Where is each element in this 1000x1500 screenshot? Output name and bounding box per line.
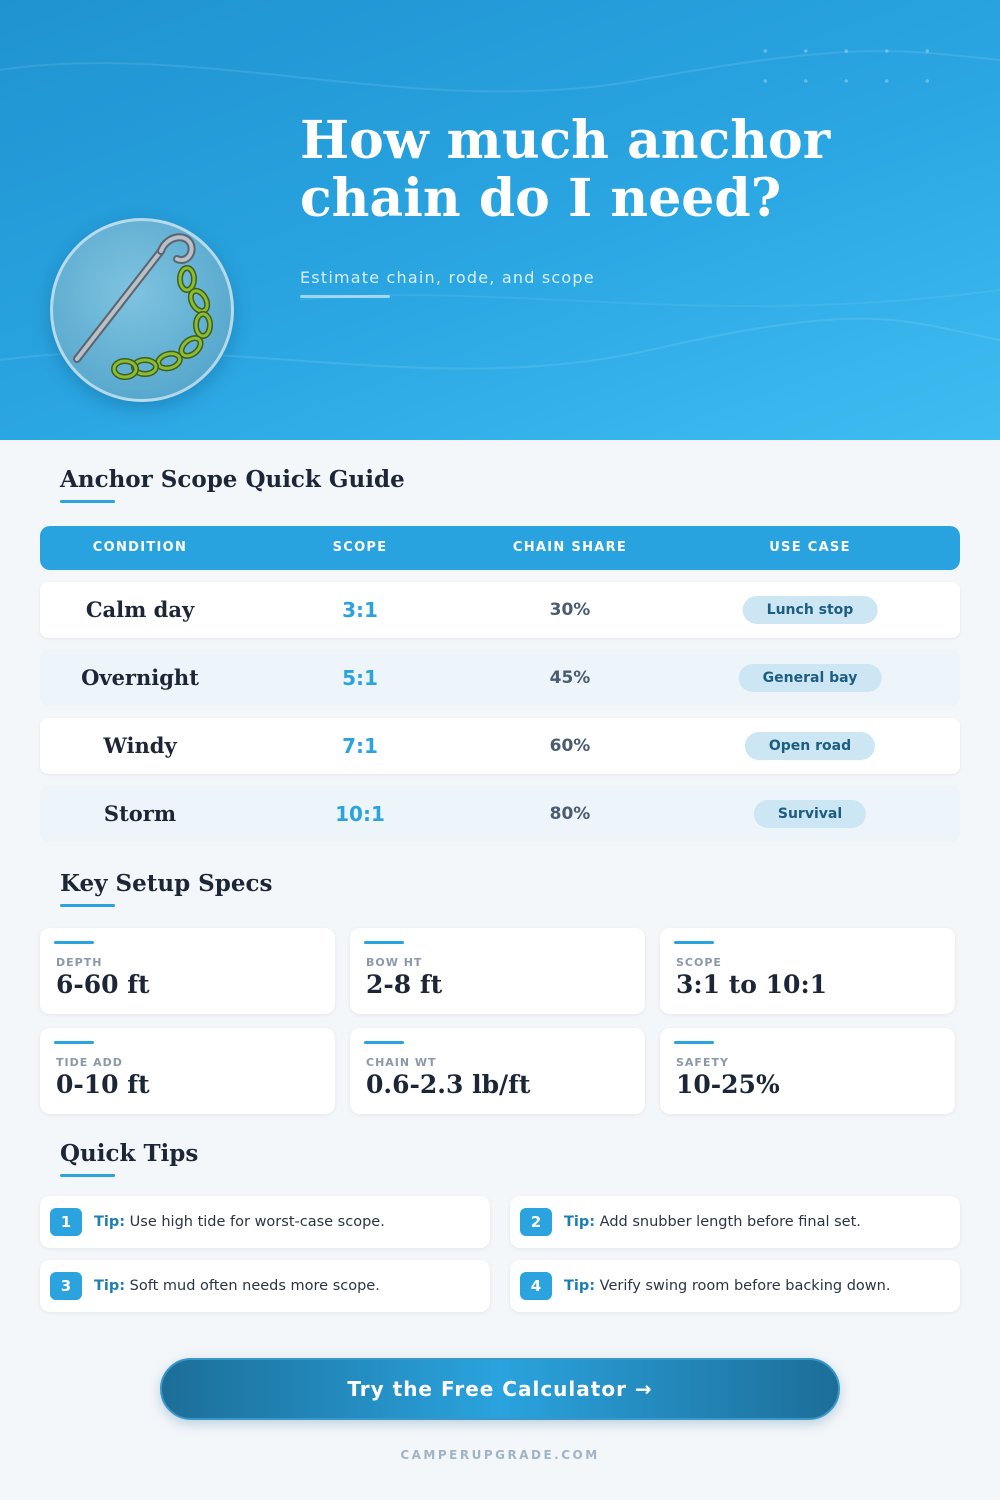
table-row: [40, 650, 960, 706]
page-title: How much anchor chain do I need?: [300, 110, 831, 229]
cell-chain-share: 80%: [549, 804, 591, 824]
tip-body: Soft mud often needs more scope.: [129, 1278, 380, 1294]
tip-text: [94, 1260, 380, 1312]
tip-body: Add snubber length before final set.: [599, 1214, 861, 1230]
cell-scope: 5:1: [342, 666, 378, 690]
tip-prefix: Tip:: [94, 1278, 126, 1294]
tip-number: 2: [520, 1208, 552, 1236]
tip-number: 1: [50, 1208, 82, 1236]
use-case-badge: Survival: [754, 800, 866, 828]
cell-condition: Windy: [103, 733, 177, 758]
guide-title-underline: [60, 500, 115, 503]
column-header-use-case: USE CASE: [769, 540, 851, 555]
spec-card-bow-height: [350, 928, 645, 1014]
spec-card-chain-weight: [350, 1028, 645, 1114]
cell-chain-share: 30%: [549, 600, 591, 620]
cell-condition: Storm: [103, 801, 177, 826]
guide-title: Anchor Scope Quick Guide: [60, 466, 405, 493]
card-accent-bar: [674, 1041, 714, 1044]
specs-title-underline: [60, 904, 115, 907]
spec-label: DEPTH: [56, 956, 103, 969]
spec-label: SCOPE: [676, 956, 722, 969]
spec-value: 0-10 ft: [56, 1070, 150, 1099]
column-header-scope: SCOPE: [332, 540, 388, 555]
tips-title: Quick Tips: [60, 1140, 199, 1167]
cell-chain-share: 60%: [549, 736, 591, 756]
dot-grid-decoration: [745, 36, 960, 106]
spec-card-depth: [40, 928, 335, 1014]
spec-value: 3:1 to 10:1: [676, 970, 828, 999]
card-accent-bar: [674, 941, 714, 944]
cell-condition: Calm day: [85, 597, 195, 622]
cell-chain-share: 45%: [549, 668, 591, 688]
cell-condition: Overnight: [81, 665, 199, 690]
tip-text: [564, 1196, 861, 1248]
tip-prefix: Tip:: [564, 1214, 596, 1230]
hero-banner: [0, 0, 1000, 440]
use-case-badge: Lunch stop: [743, 596, 878, 624]
spec-value: 2-8 ft: [366, 970, 443, 999]
tip-prefix: Tip:: [564, 1278, 596, 1294]
spec-label: CHAIN WT: [366, 1056, 437, 1069]
spec-label: BOW HT: [366, 956, 423, 969]
table-row: [40, 718, 960, 774]
table-row: [40, 582, 960, 638]
tip-text: [94, 1196, 385, 1248]
spec-card-safety: [660, 1028, 955, 1114]
column-header-chain-share: CHAIN SHARE: [512, 540, 628, 555]
tip-body: Use high tide for worst-case scope.: [129, 1214, 385, 1230]
tip-prefix: Tip:: [94, 1214, 126, 1230]
card-accent-bar: [54, 941, 94, 944]
tip-text: [564, 1260, 890, 1312]
tips-title-underline: [60, 1174, 115, 1177]
card-accent-bar: [54, 1041, 94, 1044]
use-case-badge: Open road: [745, 732, 875, 760]
tip-body: Verify swing room before backing down.: [599, 1278, 891, 1294]
footer-domain: CAMPERUPGRADE.COM: [400, 1448, 600, 1462]
tip-card: [40, 1196, 490, 1248]
table-row: [40, 786, 960, 842]
spec-value: 6-60 ft: [56, 970, 150, 999]
anchor-badge: [50, 218, 234, 402]
anchor-hook-chain-icon: [53, 221, 237, 405]
use-case-badge: General bay: [739, 664, 882, 692]
cell-scope: 7:1: [342, 734, 378, 758]
calculator-cta-button[interactable]: Try the Free Calculator →: [160, 1358, 840, 1420]
tip-number: 4: [520, 1272, 552, 1300]
cell-scope: 3:1: [342, 598, 378, 622]
spec-card-scope: [660, 928, 955, 1014]
tip-card: [510, 1196, 960, 1248]
spec-label: SAFETY: [676, 1056, 729, 1069]
column-header-condition: CONDITION: [92, 540, 188, 555]
specs-title: Key Setup Specs: [60, 870, 273, 897]
spec-value: 0.6-2.3 lb/ft: [366, 1070, 531, 1099]
card-accent-bar: [364, 941, 404, 944]
tip-number: 3: [50, 1272, 82, 1300]
spec-value: 10-25%: [676, 1070, 780, 1099]
subtitle-underline: [300, 295, 390, 298]
tip-card: [40, 1260, 490, 1312]
spec-card-tide-add: [40, 1028, 335, 1114]
page-subtitle: Estimate chain, rode, and scope: [300, 268, 595, 287]
table-header: [40, 526, 960, 570]
tip-card: [510, 1260, 960, 1312]
cell-scope: 10:1: [335, 802, 385, 826]
spec-label: TIDE ADD: [56, 1056, 123, 1069]
card-accent-bar: [364, 1041, 404, 1044]
